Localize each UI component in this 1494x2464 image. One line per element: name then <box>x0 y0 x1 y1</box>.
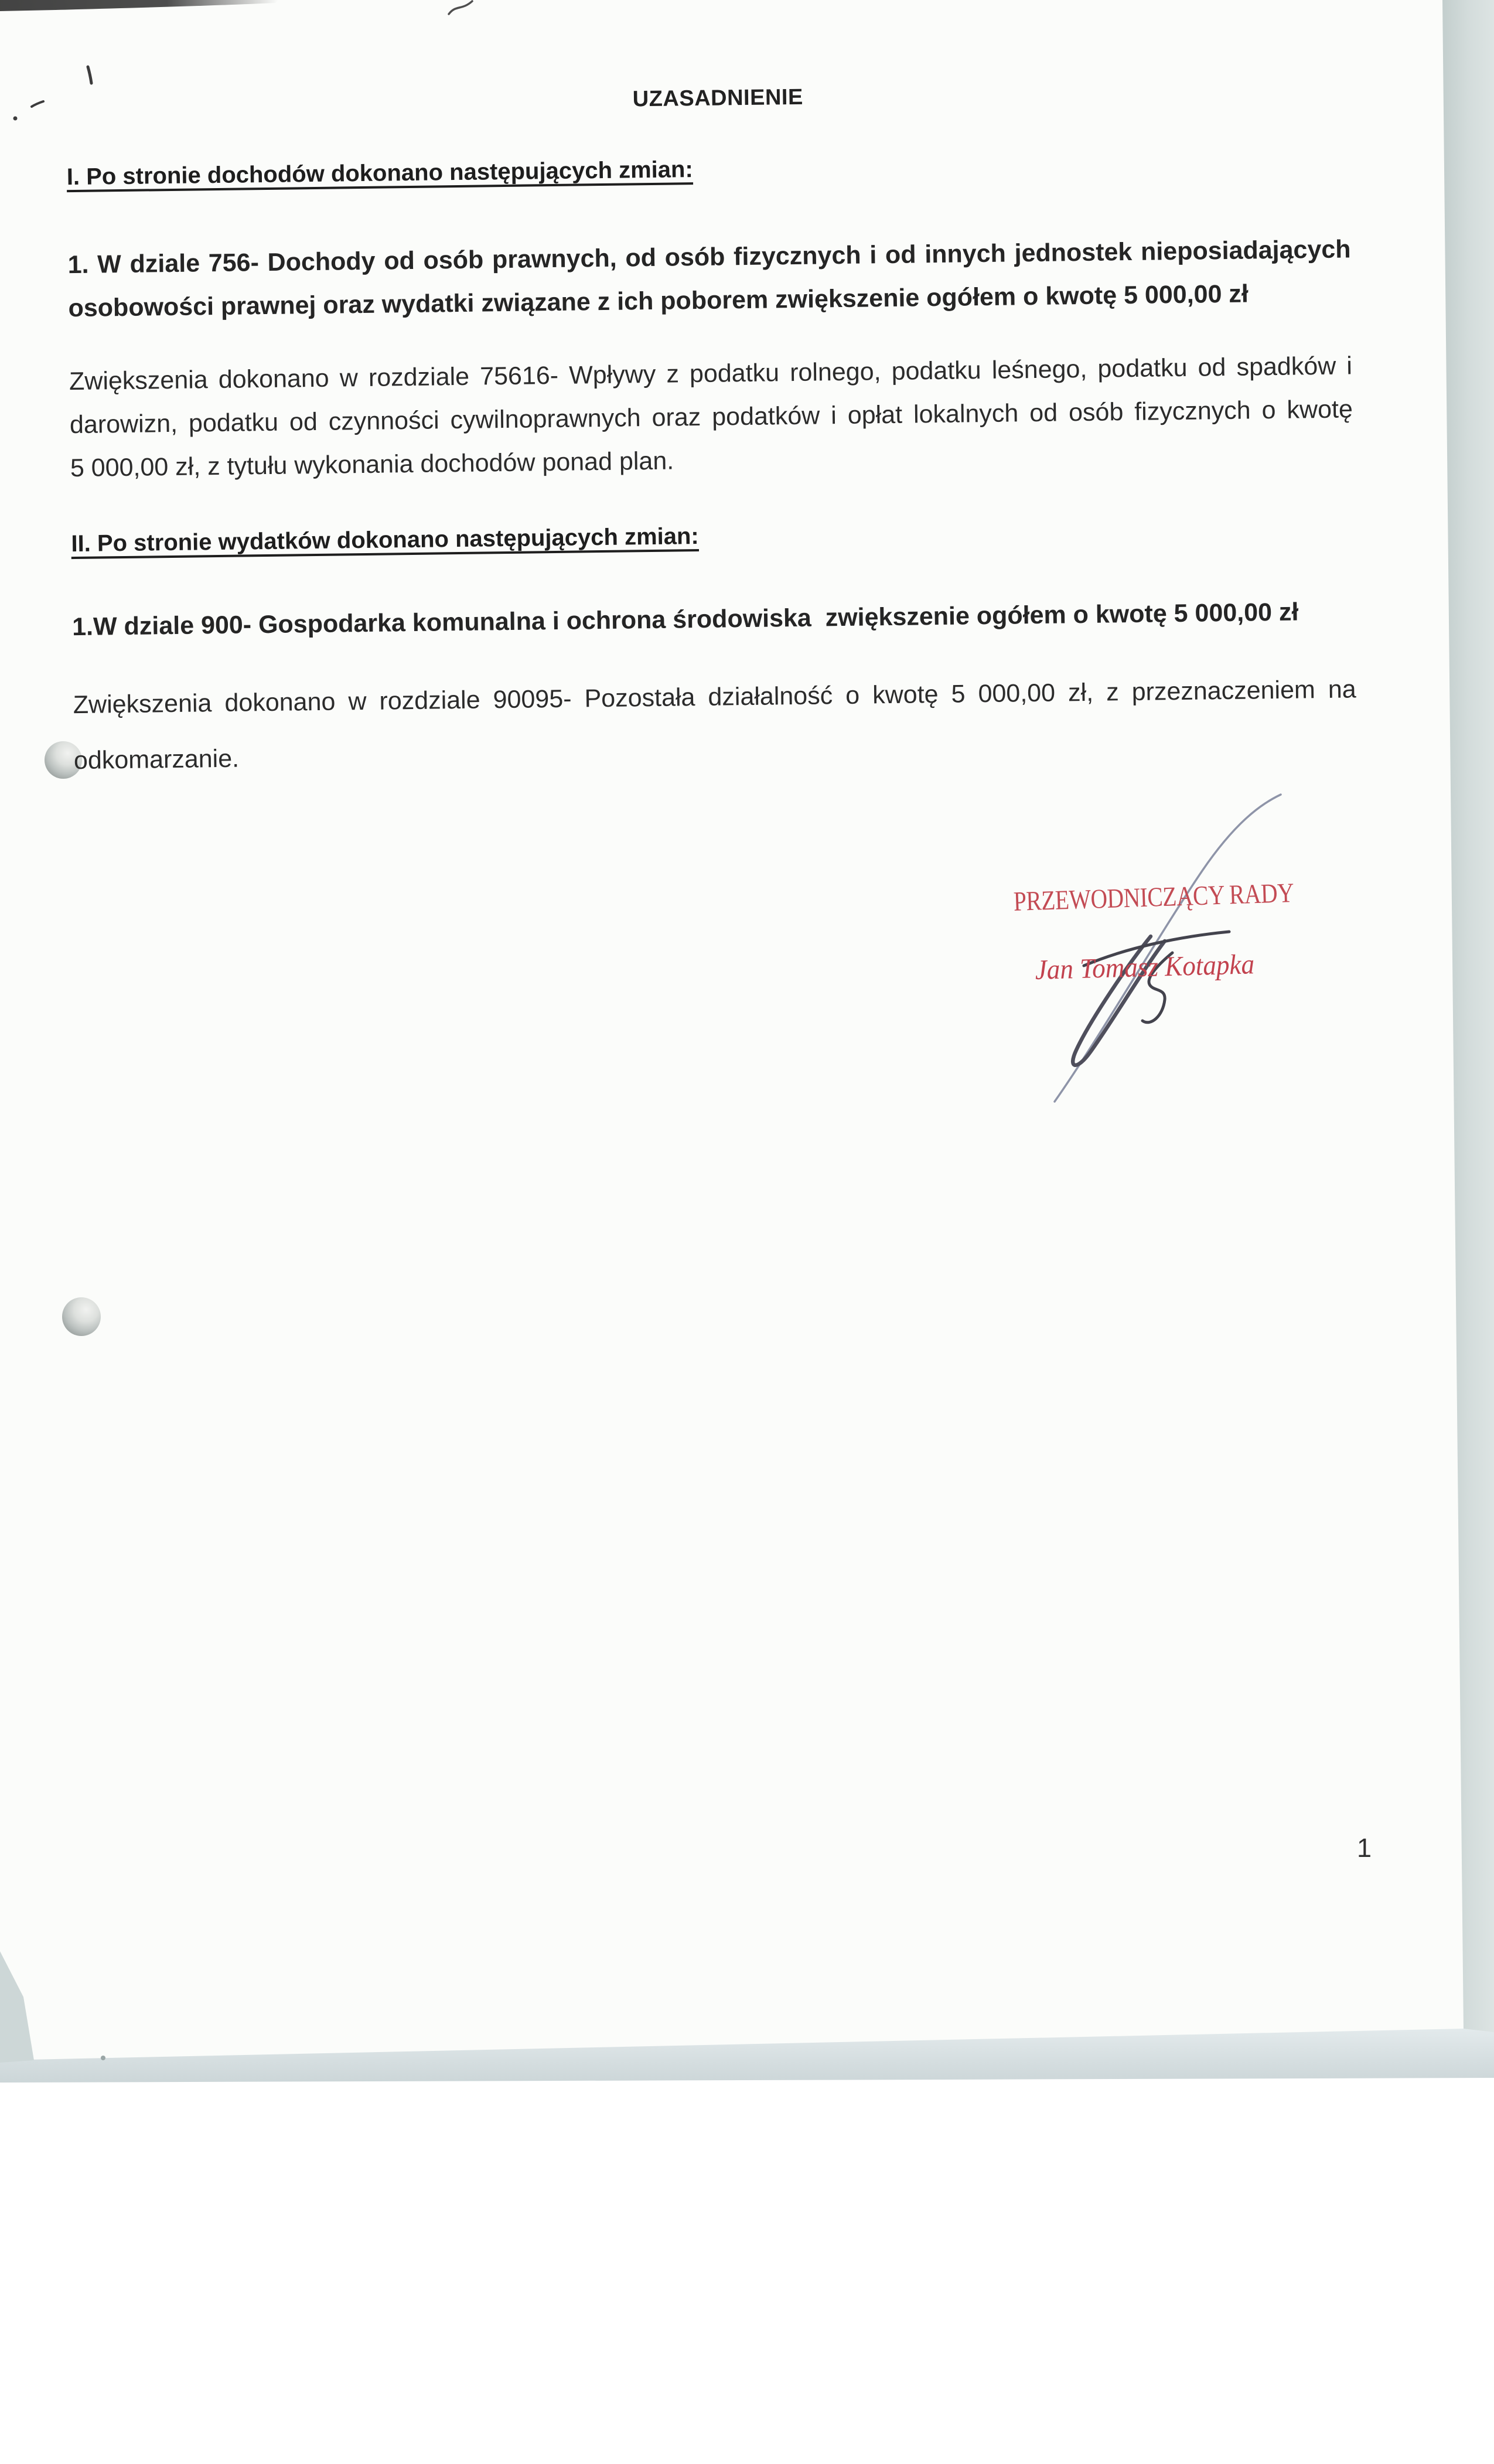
paragraph-line: 1.W dziale 900- Gospodarka komunalna i ochrona środowiska zwiększenie ogółem o kwotę 5 000,00 zł <box>71 598 1299 642</box>
paragraph-line: odkomarzanie. <box>73 744 240 775</box>
section-1-heading: I. Po stronie dochodów dokonano następujących zmian: <box>66 156 694 190</box>
paragraph-line: osobowości prawnej oraz wydatki związane z ich poborem zwiększenie ogółem o kwotę 5 000,00 zł <box>68 280 1249 323</box>
section-2-heading: II. Po stronie wydatków dokonano następujących zmian: <box>71 523 699 557</box>
paragraph-line: Zwiększenia dokonano w rozdziale 90095- Pozostała działalność o kwotę 5 000,00 zł, z przeznaczeniem na <box>73 675 1356 720</box>
signature-stamp-role: PRZEWODNICZĄCY RADY <box>1013 877 1294 917</box>
paragraph-line: 1. W dziale 756- Dochody od osób prawnych, od osób fizycznych i od innych jednostek nieposiadających <box>67 235 1351 280</box>
paragraph-line: darowizn, podatku od czynności cywilnoprawnych oraz podatków i opłat lokalnych od osób fizycznych o kwotę <box>69 395 1353 439</box>
signature-stamp-name: Jan Tomasz Kotapka <box>1035 949 1255 986</box>
paragraph-line: Zwiększenia dokonano w rozdziale 75616- Wpływy z podatku rolnego, podatku leśnego, podatku od spadków i <box>69 352 1353 396</box>
paragraph-line: 5 000,00 zł, z tytułu wykonania dochodów ponad plan. <box>70 447 674 483</box>
document-title: UZASADNIENIE <box>632 84 804 112</box>
page-number: 1 <box>1357 1833 1372 1863</box>
